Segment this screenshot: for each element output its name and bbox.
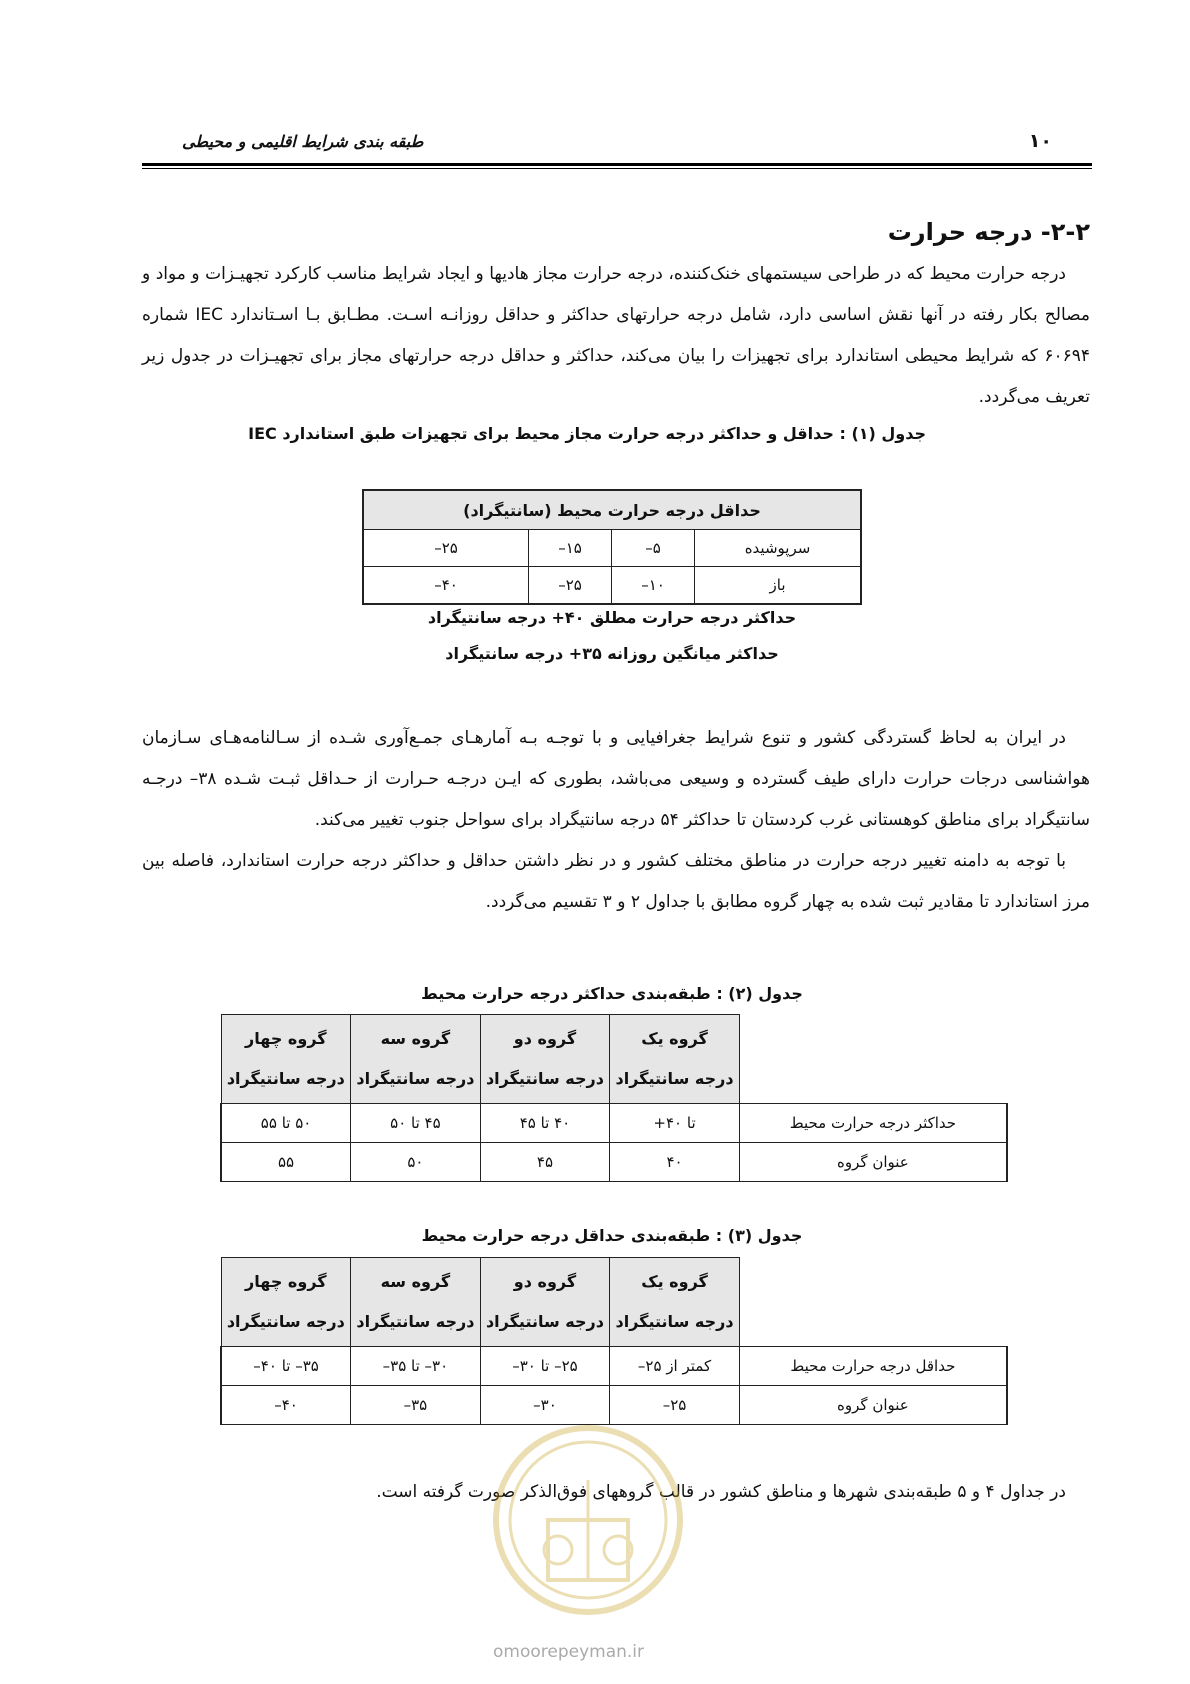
table3-group4-header: گروه چهار درجه سانتیگراد: [221, 1258, 351, 1347]
table2-cell: ۵۰ تا ۵۵: [221, 1104, 351, 1143]
paragraph-3: [142, 841, 1090, 923]
table1-cell: ۵–: [612, 530, 695, 567]
table1-caption: جدول (۱) : حداقل و حداکثر درجه حرارت مجاز محیط برای تجهیزات طبق استاندارد IEC: [248, 424, 926, 443]
table3-cell: ۳۰– تا ۳۵–: [351, 1347, 481, 1386]
table1: [362, 489, 862, 605]
table1-cell: ۱۰–: [612, 567, 695, 605]
table3-cell: ۲۵– تا ۳۰–: [480, 1347, 610, 1386]
table2-cell: ۴۰: [610, 1143, 740, 1182]
table1-note-avg: حداکثر میانگین روزانه ۳۵+ درجه سانتیگراد: [445, 644, 779, 663]
table3-cell: ۲۵–: [610, 1386, 740, 1425]
table1-cell: ۲۵–: [363, 530, 529, 567]
table2-group2-header: گروه دو درجه سانتیگراد: [480, 1015, 610, 1104]
table2-group4-header: گروه چهار درجه سانتیگراد: [221, 1015, 351, 1104]
table2-cell: ۴۵ تا ۵۰: [351, 1104, 481, 1143]
table2-row1-label: حداکثر درجه حرارت محیط: [739, 1104, 1007, 1143]
table-row: [221, 1347, 1007, 1386]
table3: [220, 1257, 1008, 1425]
table-row: [363, 567, 861, 605]
paragraph-1-text: درجه حرارت محیط که در طراحی سیستمهای خنک‌کننده، درجه حرارت مجاز هادیها و ایجاد شرایط مناسب کارکرد تجهیـزات و مواد و مصالح بکار رفته در آنها نقش اساسی دارد، شامل درجه حرارتهای حداکثر و حداقل روزانـه اسـت. مطـابق بـا اسـتاندارد IEC شماره ۶۰۶۹۴ که شرایط محیطی استاندارد برای تجهیزات را بیان می‌کند، حداکثر و حداقل درجه حرارتهای مجاز برای تجهیـزات در جدول زیر تعریف می‌گردد.: [142, 264, 1090, 407]
table3-group3-header: گروه سه درجه سانتیگراد: [351, 1258, 481, 1347]
section-title: ۲-۲- درجه حرارت: [887, 218, 1090, 246]
table-row: [221, 1104, 1007, 1143]
table2-cell: ۵۵: [221, 1143, 351, 1182]
table2-cell: ۴۵: [480, 1143, 610, 1182]
table-row: [221, 1386, 1007, 1425]
table3-caption: جدول (۳) : طبقه‌بندی حداقل درجه حرارت محیط: [421, 1226, 803, 1245]
table3-group1-header: گروه یک درجه سانتیگراد: [610, 1258, 740, 1347]
table1-row2-label: باز: [695, 567, 862, 605]
table2-group3-header: گروه سه درجه سانتیگراد: [351, 1015, 481, 1104]
table2-group1-header: گروه یک درجه سانتیگراد: [610, 1015, 740, 1104]
table-row: [221, 1143, 1007, 1182]
table-row: [363, 530, 861, 567]
page-number: ۱۰: [1028, 130, 1052, 152]
table3-cell: ۳۵– تا ۴۰–: [221, 1347, 351, 1386]
paragraph-4-text: در جداول ۴ و ۵ طبقه‌بندی شهرها و مناطق کشور در قالب گروههای فوق‌الذکر صورت گرفته است.: [376, 1482, 1066, 1502]
table1-cell: ۴۰–: [363, 567, 529, 605]
table2-cell: ۴۰ تا ۴۵: [480, 1104, 610, 1143]
paragraph-3-text: با توجه به دامنه تغییر درجه حرارت در مناطق مختلف کشور و در نظر داشتن حداقل و حداکثر درجه حرارت استاندارد، فاصله بین مرز استاندارد تا مقادیر ثبت شده به چهار گروه مطابق با جداول ۲ و ۳ تقسیم می‌گردد.: [142, 851, 1090, 912]
table2-cell: تا ۴۰+: [610, 1104, 740, 1143]
table3-cell: ۳۵–: [351, 1386, 481, 1425]
page-header: [142, 126, 1092, 166]
table3-cell: کمتر از ۲۵–: [610, 1347, 740, 1386]
table2-cell: ۵۰: [351, 1143, 481, 1182]
table1-note-max: حداکثر درجه حرارت مطلق ۴۰+ درجه سانتیگراد: [427, 608, 797, 627]
paragraph-1: [142, 254, 1090, 418]
table3-cell: ۳۰–: [480, 1386, 610, 1425]
table3-row1-label: حداقل درجه حرارت محیط: [739, 1347, 1007, 1386]
table2-row2-label: عنوان گروه: [739, 1143, 1007, 1182]
table2: [220, 1014, 1008, 1182]
table3-row2-label: عنوان گروه: [739, 1386, 1007, 1425]
paragraph-2: [142, 718, 1090, 841]
table2-caption: جدول (۲) : طبقه‌بندی حداکثر درجه حرارت محیط: [421, 984, 803, 1003]
watermark-site: omoorepeyman.ir: [493, 1642, 645, 1662]
table1-row1-label: سرپوشیده: [695, 530, 862, 567]
table1-cell: ۲۵–: [529, 567, 612, 605]
table3-group2-header: گروه دو درجه سانتیگراد: [480, 1258, 610, 1347]
watermark-logo: [488, 1420, 688, 1620]
running-title: طبقه بندی شرایط اقلیمی و محیطی: [182, 132, 424, 151]
header-rule-thin: [142, 168, 1092, 169]
header-rule-thick: [142, 163, 1092, 166]
table1-header: حداقل درجه حرارت محیط (سانتیگراد): [363, 490, 861, 530]
paragraph-2-text: در ایران به لحاظ گستردگی کشور و تنوع شرایط جغرافیایی و با توجـه بـه آمارهـای جمـع‌آوری شـده از سـالنامه‌هـای سـازمان هواشناسی درجات حرارت دارای طیف گسترده و وسیعی می‌باشد، بطوری که ایـن درجـه حـرارت از حـداقل ثبـت شـده ۳۸– درجـه سانتیگراد برای مناطق کوهستانی غرب کردستان تا حداکثر ۵۴ درجه سانتیگراد برای سواحل جنوب تغییر می‌کند.: [142, 728, 1090, 830]
table3-cell: ۴۰–: [221, 1386, 351, 1425]
table1-cell: ۱۵–: [529, 530, 612, 567]
